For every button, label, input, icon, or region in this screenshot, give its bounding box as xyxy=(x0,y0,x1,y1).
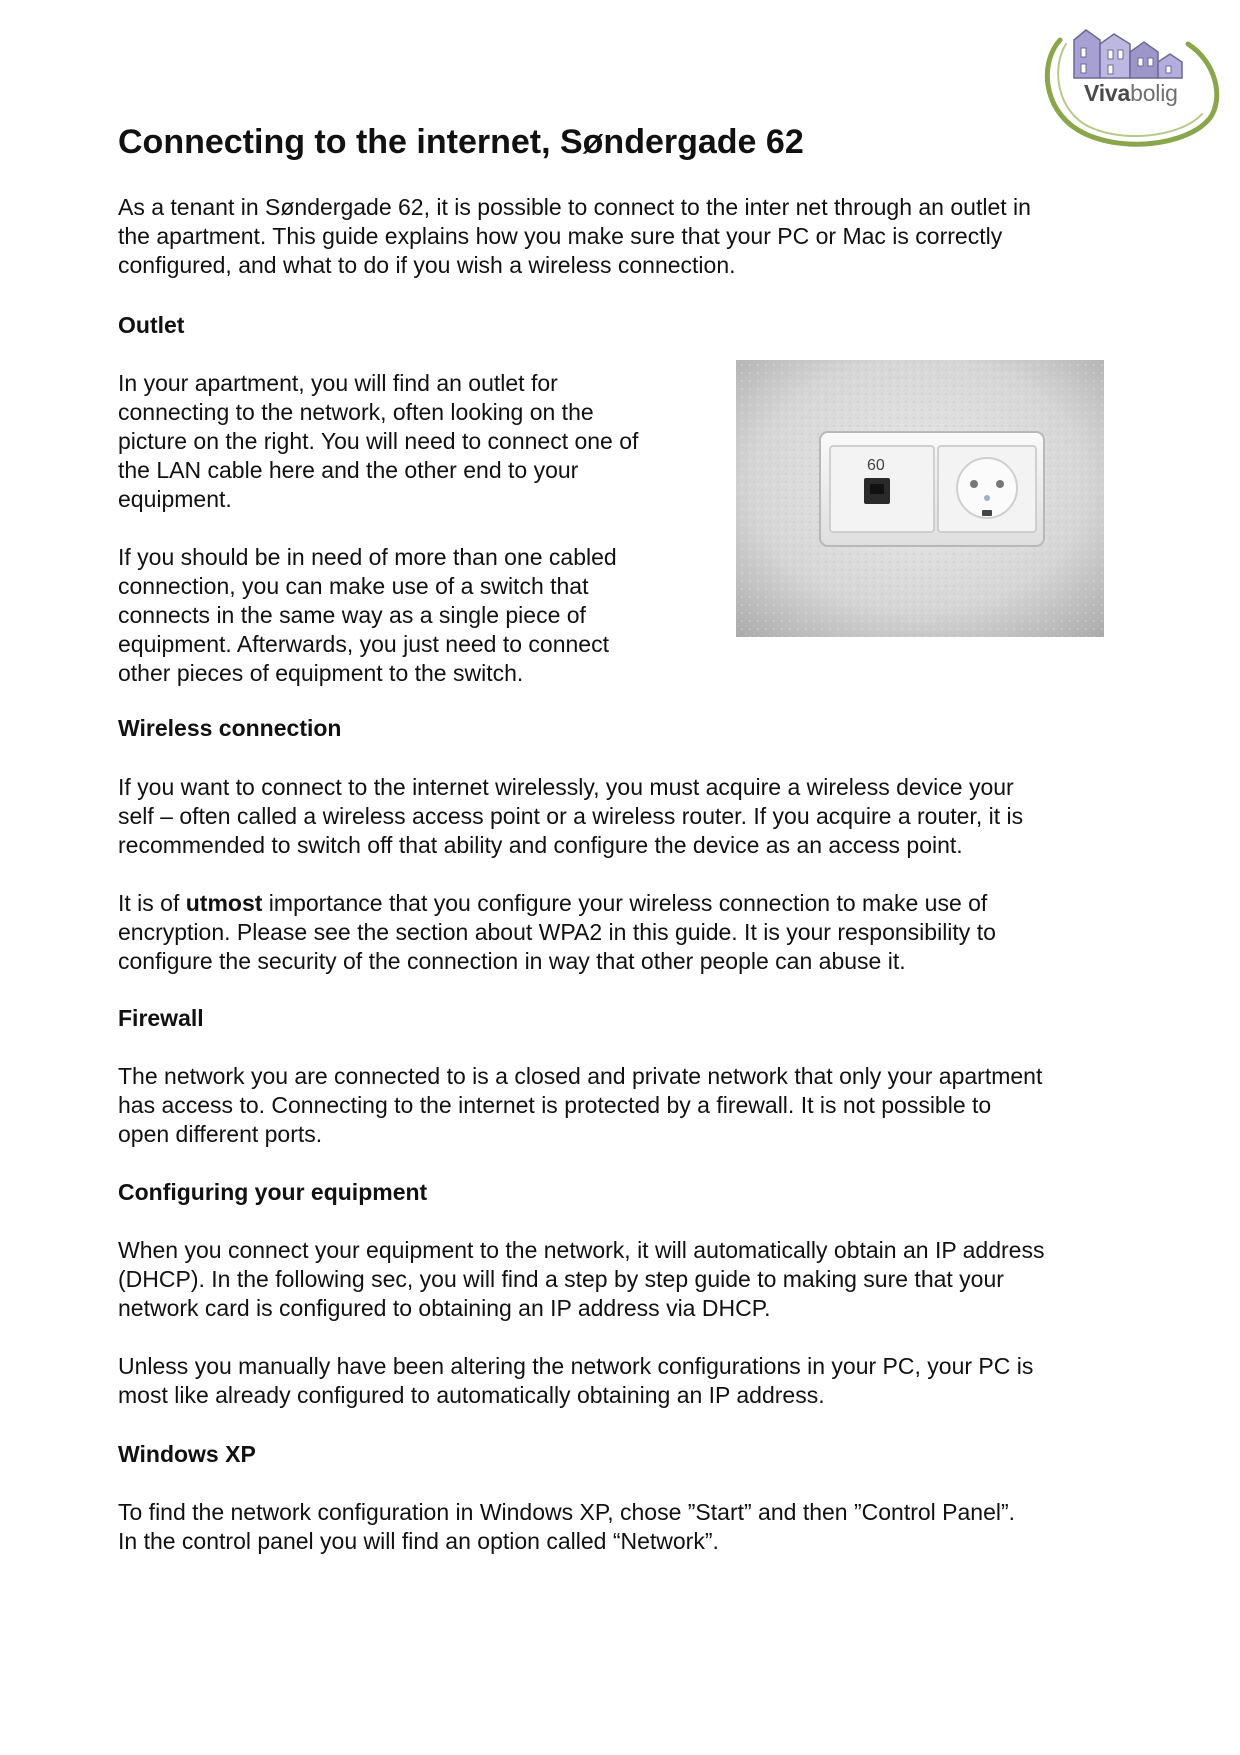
firewall-paragraph xyxy=(118,1062,1128,1149)
outlet-photo-drawing xyxy=(736,360,1104,637)
intro-paragraph xyxy=(118,193,1128,280)
page-title: Connecting to the internet, Søndergade 62 xyxy=(118,123,804,161)
section-heading-outlet: Outlet xyxy=(118,312,185,338)
config-paragraph-1 xyxy=(118,1236,1128,1323)
section-heading-wireless: Wireless connection xyxy=(118,715,342,741)
outlet-photo xyxy=(736,360,1104,637)
section-heading-firewall: Firewall xyxy=(118,1005,204,1031)
outlet-line: connects in the same way as a single piece of xyxy=(118,602,586,628)
section-heading-windows-xp: Windows XP xyxy=(118,1441,256,1467)
logo-text-light: bolig xyxy=(1130,80,1178,106)
wireless-text-rest: importance that you configure your wireless connection to make use of xyxy=(262,890,988,916)
wireless-paragraph-2 xyxy=(118,889,1128,976)
wireless-line: configure the security of the connection in way that other people can abuse it. xyxy=(118,948,906,974)
windows-xp-paragraph xyxy=(118,1498,1128,1556)
firewall-line: The network you are connected to is a closed and private network that only your apartment xyxy=(118,1063,1043,1089)
outlet-paragraph-1 xyxy=(118,369,718,514)
config-line: Unless you manually have been altering the network configurations in your PC, your PC is xyxy=(118,1353,1034,1379)
config-paragraph-2 xyxy=(118,1352,1128,1410)
outlet-line: If you should be in need of more than one cabled xyxy=(118,544,617,570)
config-line: most like already configured to automatically obtaining an IP address. xyxy=(118,1382,825,1408)
wireless-line: recommended to switch off that ability and configure the device as an access point. xyxy=(118,832,963,858)
wireless-line: self – often called a wireless access point or a wireless router. If you acquire a router, it is xyxy=(118,803,1024,829)
outlet-line: In your apartment, you will find an outlet for xyxy=(118,370,558,396)
logo-wordmark xyxy=(1084,80,1178,106)
logo-text-bold: Viva xyxy=(1084,80,1131,106)
intro-line: the apartment. This guide explains how you make sure that your PC or Mac is correctly xyxy=(118,223,1003,249)
emphasis-utmost: utmost xyxy=(185,890,263,916)
windows-xp-line: In the control panel you will find an option called “Network”. xyxy=(118,1528,719,1554)
outlet-line: connecting to the network, often looking on the xyxy=(118,399,594,425)
wireless-text-prefix: It is of xyxy=(118,890,186,916)
wireless-paragraph-1 xyxy=(118,773,1128,860)
wireless-line: encryption. Please see the section about WPA2 in this guide. It is your responsibility to xyxy=(118,919,996,945)
power-socket xyxy=(957,458,1017,518)
vivabolig-logo xyxy=(1038,22,1222,150)
intro-line: As a tenant in Søndergade 62, it is possible to connect to the inter net through an outlet in xyxy=(118,194,1031,220)
outlet-line: equipment. xyxy=(118,486,232,512)
lan-label: 60 xyxy=(867,457,885,474)
config-line: network card is configured to obtaining an IP address via DHCP. xyxy=(118,1295,771,1321)
wireless-line xyxy=(118,889,1128,918)
config-line: (DHCP). In the following sec, you will find a step by step guide to making sure that your xyxy=(118,1266,1004,1292)
outlet-line: connection, you can make use of a switch that xyxy=(118,573,589,599)
logo-houses xyxy=(1074,30,1182,78)
config-line: When you connect your equipment to the network, it will automatically obtain an IP address xyxy=(118,1237,1045,1263)
windows-xp-line: To find the network configuration in Windows XP, chose ”Start” and then ”Control Panel”. xyxy=(118,1499,1016,1525)
outlet-line: equipment. Afterwards, you just need to connect xyxy=(118,631,609,657)
wireless-line: If you want to connect to the internet wirelessly, you must acquire a wireless device your xyxy=(118,774,1014,800)
intro-line: configured, and what to do if you wish a wireless connection. xyxy=(118,252,736,278)
firewall-line: has access to. Connecting to the internet is protected by a firewall. It is not possible to xyxy=(118,1092,992,1118)
outlet-line: picture on the right. You will need to connect one of xyxy=(118,428,639,454)
firewall-line: open different ports. xyxy=(118,1121,323,1147)
outlet-paragraph-2 xyxy=(118,543,718,688)
outlet-line: other pieces of equipment to the switch. xyxy=(118,660,524,686)
section-heading-configuring: Configuring your equipment xyxy=(118,1179,428,1205)
outlet-line: the LAN cable here and the other end to your xyxy=(118,457,579,483)
